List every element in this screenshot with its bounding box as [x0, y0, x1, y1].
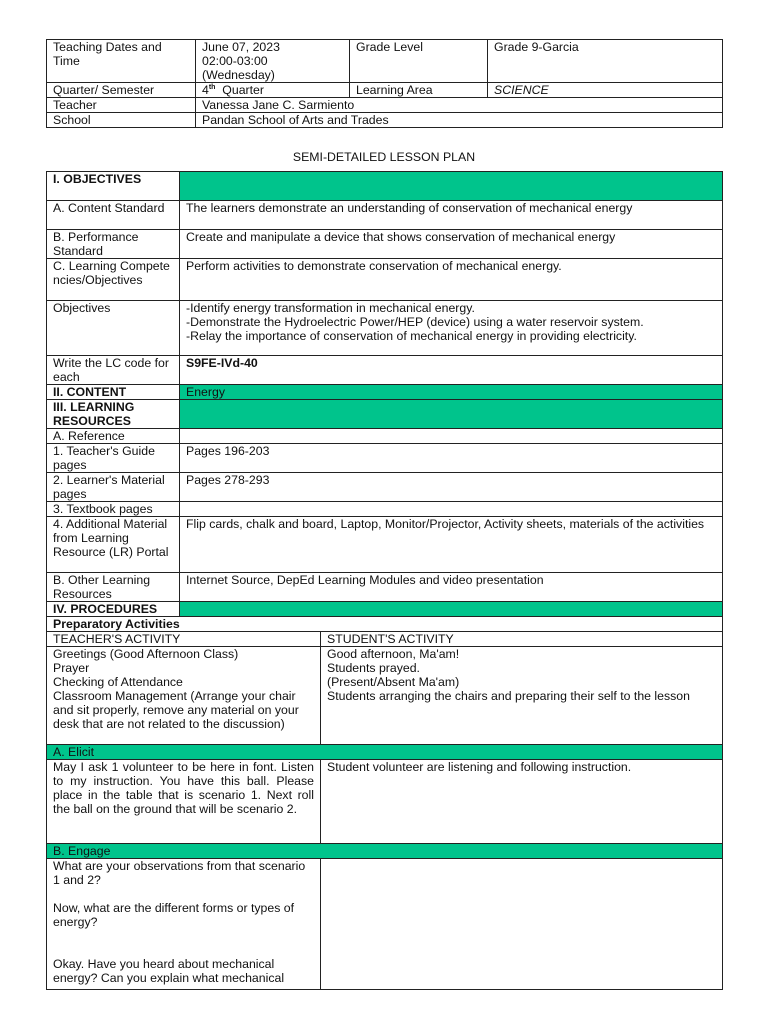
reference-value — [180, 429, 723, 444]
teacher-value: Vanessa Jane C. Sarmiento — [196, 98, 723, 113]
spacer — [53, 887, 314, 901]
resources-heading: III. LEARNING RESOURCES — [47, 400, 180, 429]
additional-material-label: 4. Additional Material from Learning Resource (LR) Portal — [47, 517, 180, 573]
textbook-label: 3. Textbook pages — [47, 502, 180, 517]
school-value: Pandan School of Arts and Trades — [196, 113, 723, 128]
quarter-label: Quarter/ Semester — [47, 83, 196, 98]
procedures-heading: IV. PROCEDURES — [47, 602, 180, 617]
engage-teacher-cell — [47, 859, 321, 990]
objectives-heading: I. OBJECTIVES — [47, 172, 180, 201]
teachers-guide-pages: Pages 196-203 — [180, 444, 723, 473]
elicit-heading: A. Elicit — [47, 745, 723, 760]
teacher-activity-line: Prayer — [53, 661, 90, 675]
quarter-number: 4 — [202, 83, 209, 97]
procedures-heading-fill — [180, 602, 723, 617]
engage-question: What are your observations from that scenario 1 and 2? — [53, 859, 306, 887]
quarter-word: Quarter — [222, 83, 264, 97]
learners-material-label: 2. Learner's Material pages — [47, 473, 180, 502]
spacer — [53, 943, 314, 957]
content-value: Energy — [180, 385, 723, 400]
engage-question: Now, what are the different forms or types of energy? — [53, 901, 295, 929]
engage-question: Okay. Have you heard about mechanical energy? Can you explain what mechanical — [53, 957, 285, 985]
objective-item: -Relay the importance of conservation of mechanical energy in providing electricity. — [186, 329, 637, 343]
student-activity-line: Good afternoon, Ma'am! — [327, 647, 460, 661]
school-label: School — [47, 113, 196, 128]
student-activity-line: (Present/Absent Ma'am) — [327, 675, 460, 689]
date-value: June 07, 2023 — [202, 40, 280, 54]
lc-code-label: Write the LC code for each — [47, 356, 180, 385]
grade-level-label: Grade Level — [350, 40, 488, 83]
lc-code-value: S9FE-IVd-40 — [180, 356, 723, 385]
student-activity-line: Students prayed. — [327, 661, 420, 675]
performance-standard-label: B. Performance Standard — [47, 230, 180, 259]
resources-heading-fill — [180, 400, 723, 429]
lesson-plan-table — [46, 171, 723, 990]
header-table — [46, 39, 723, 128]
day-value: (Wednesday) — [202, 68, 275, 82]
other-resources-value: Internet Source, DepEd Learning Modules and video presentation — [180, 573, 723, 602]
content-heading: II. CONTENT — [47, 385, 180, 400]
objectives-label: Objectives — [47, 301, 180, 356]
textbook-pages — [180, 502, 723, 517]
teacher-activity-line: Checking of Attendance — [53, 675, 183, 689]
teacher-activity-line: Greetings (Good Afternoon Class) — [53, 647, 239, 661]
learners-material-pages: Pages 278-293 — [180, 473, 723, 502]
student-activity-line: Students arranging the chairs and preparing their self to the lesson — [327, 689, 690, 703]
spacer — [53, 929, 314, 943]
competencies-value: Perform activities to demonstrate conservation of mechanical energy. — [180, 259, 723, 301]
engage-heading: B. Engage — [47, 844, 723, 859]
learning-area-value: SCIENCE — [488, 83, 723, 98]
teacher-activity-line: Classroom Management (Arrange your chair and sit properly, remove any material on your desk that are not related to the discussion) — [53, 689, 299, 731]
quarter-superscript: th — [208, 84, 216, 91]
preparatory-student-cell — [321, 647, 723, 745]
teachers-guide-label: 1. Teacher's Guide pages — [47, 444, 180, 473]
quarter-value — [196, 83, 350, 98]
time-value: 02:00-03:00 — [202, 54, 268, 68]
preparatory-teacher-cell — [47, 647, 321, 745]
preparatory-heading: Preparatory Activities — [47, 617, 723, 632]
additional-material-value: Flip cards, chalk and board, Laptop, Monitor/Projector, Activity sheets, materials of the activities — [180, 517, 723, 573]
objectives-list — [180, 301, 723, 356]
teaching-dates-label: Teaching Dates and Time — [47, 40, 196, 83]
content-standard-value: The learners demonstrate an understanding of conservation of mechanical energy — [180, 201, 723, 230]
performance-standard-value: Create and manipulate a device that shows conservation of mechanical energy — [180, 230, 723, 259]
objective-item: -Identify energy transformation in mechanical energy. — [186, 301, 475, 315]
reference-label: A. Reference — [47, 429, 180, 444]
objectives-heading-fill — [180, 172, 723, 201]
teaching-date-cell — [196, 40, 350, 83]
engage-student-cell — [321, 859, 723, 990]
competencies-label: C. Learning Competencies/Objectives — [47, 259, 180, 301]
content-standard-label: A. Content Standard — [47, 201, 180, 230]
grade-level-value: Grade 9-Garcia — [488, 40, 723, 83]
other-resources-label: B. Other Learning Resources — [47, 573, 180, 602]
objective-item: -Demonstrate the Hydroelectric Power/HEP (device) using a water reservoir system. — [186, 315, 644, 329]
student-activity-column-header: STUDENT'S ACTIVITY — [321, 632, 723, 647]
elicit-teacher-cell: May I ask 1 volunteer to be here in font. Listen to my instruction. You have this ball. Please place in the table that is scenario 1. Next roll the ball on the ground that will be scenario 2. — [47, 760, 321, 844]
learning-area-label: Learning Area — [350, 83, 488, 98]
document-title: SEMI-DETAILED LESSON PLAN — [292, 150, 476, 164]
teacher-activity-column-header: TEACHER'S ACTIVITY — [47, 632, 321, 647]
elicit-student-cell: Student volunteer are listening and following instruction. — [321, 760, 723, 844]
teacher-label: Teacher — [47, 98, 196, 113]
